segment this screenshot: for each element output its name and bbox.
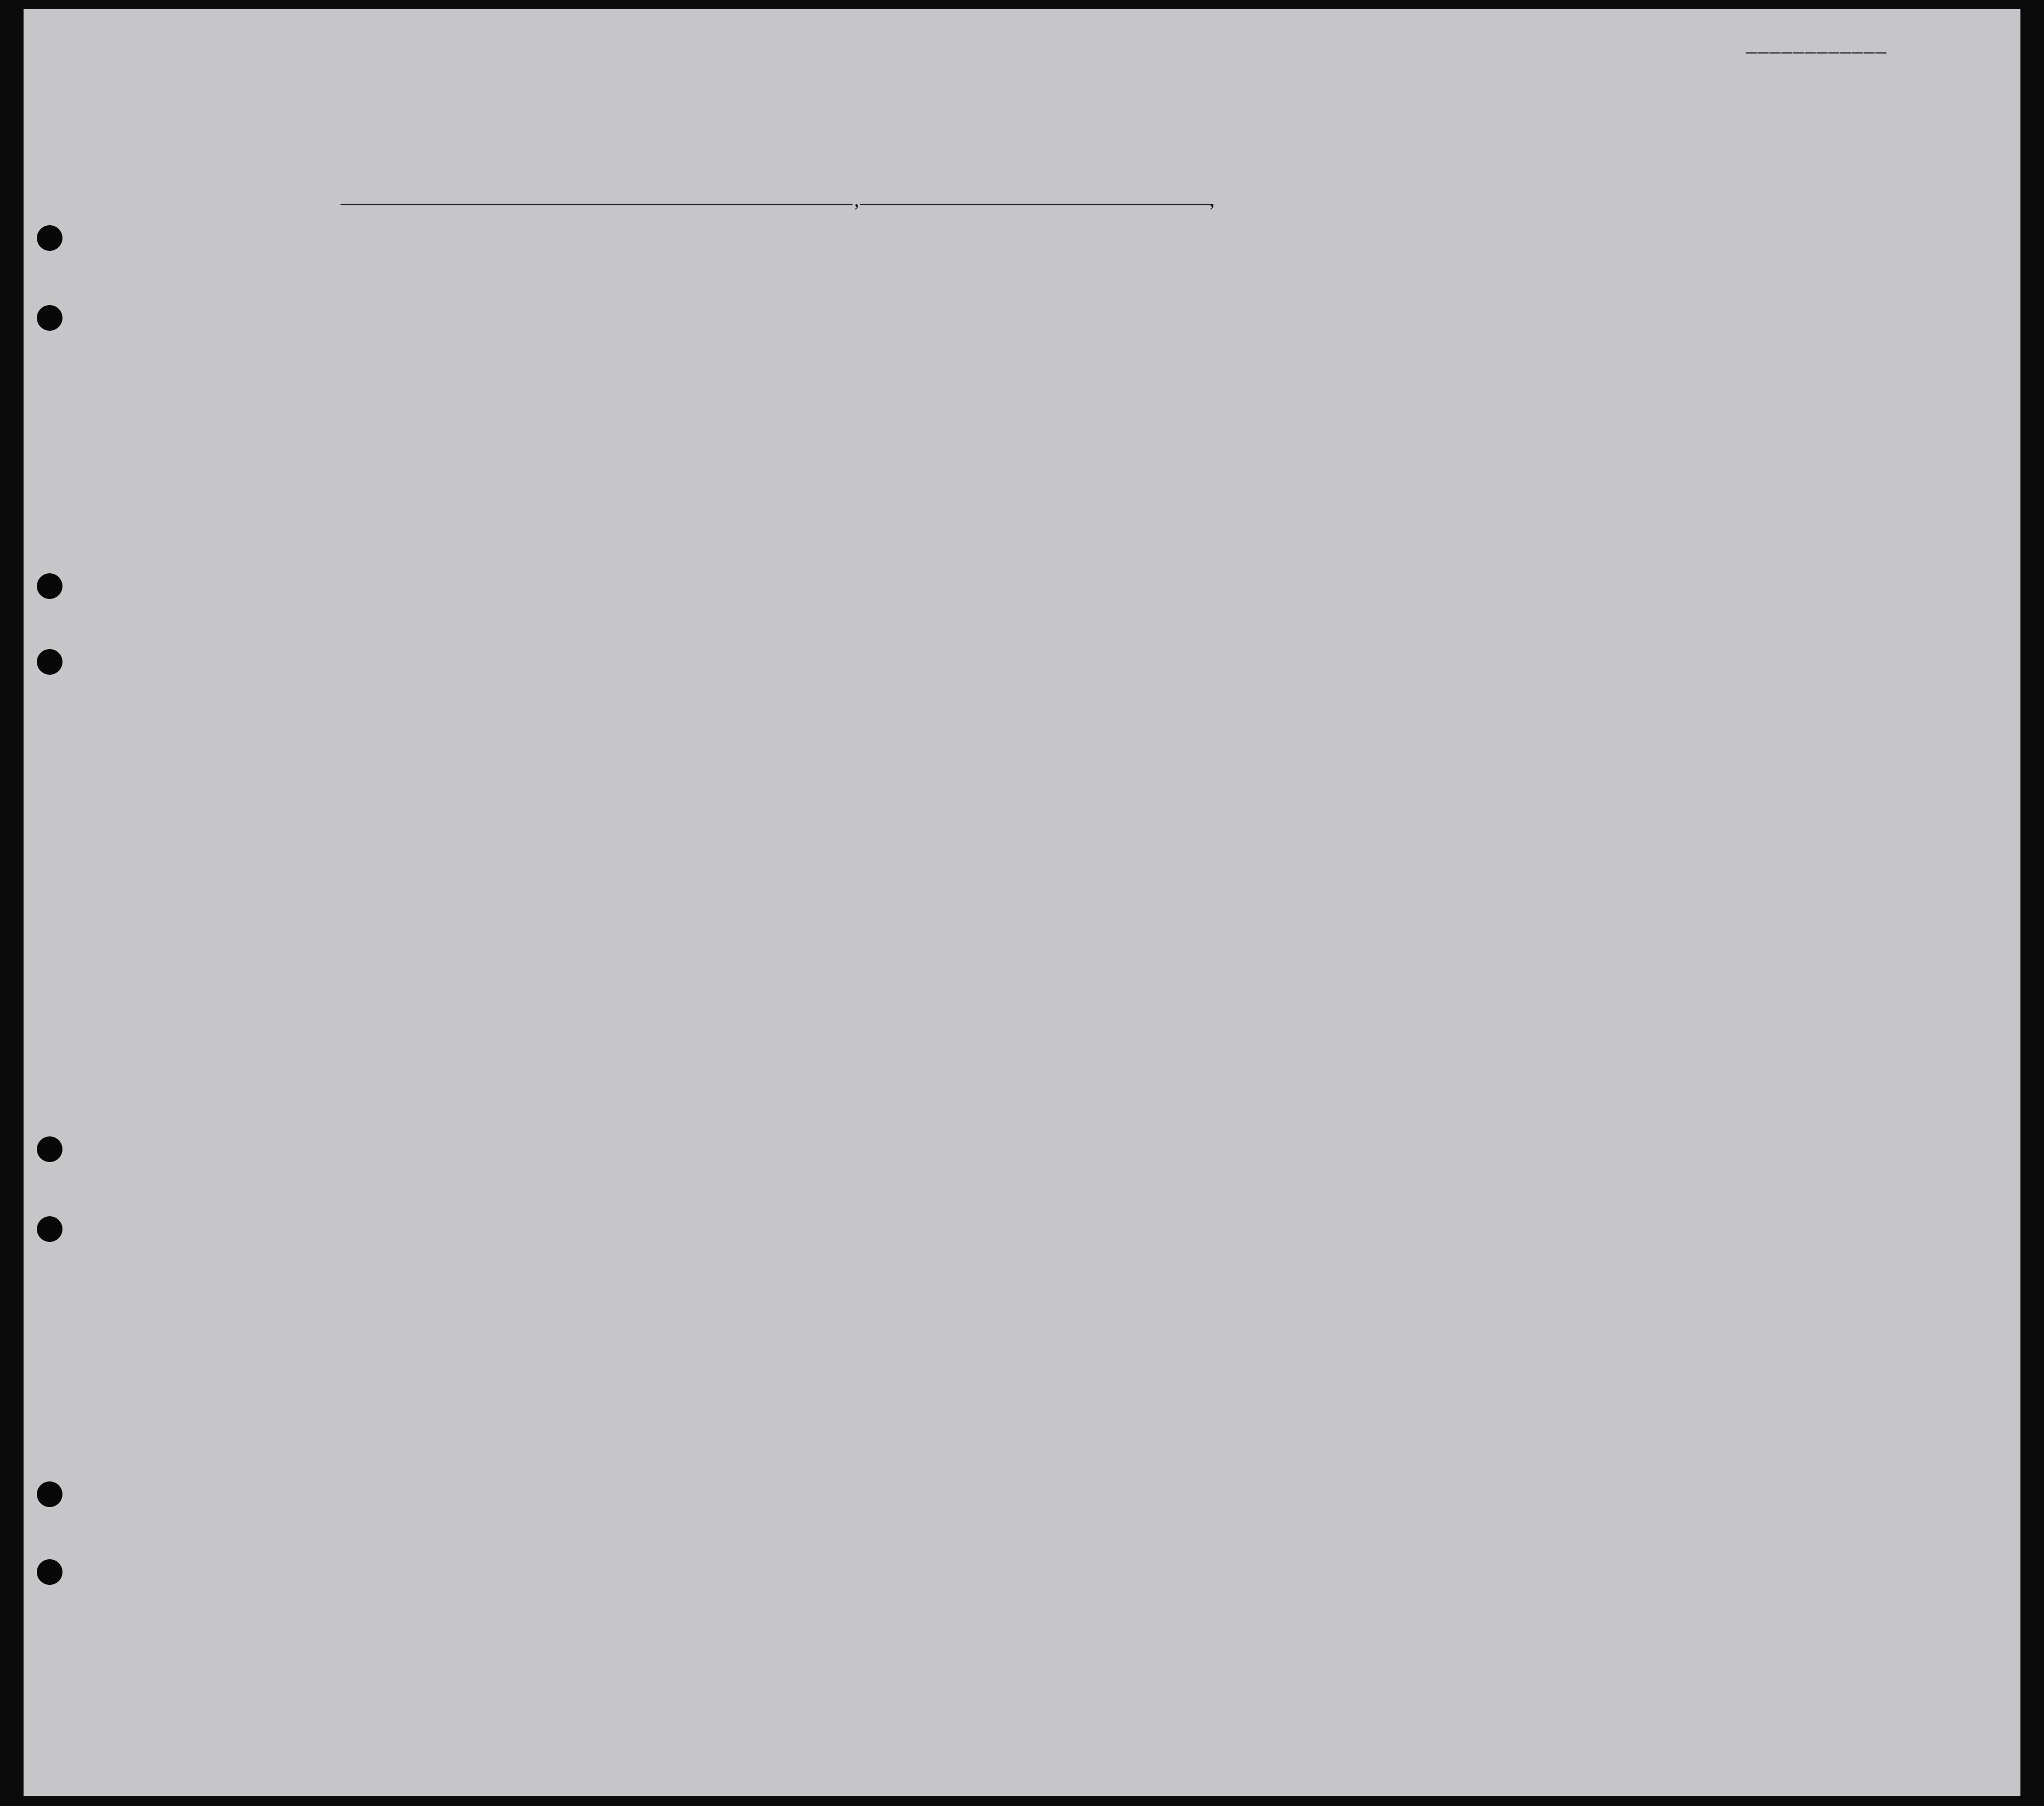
list-label: ____________	[1746, 32, 1887, 56]
header-q28	[1398, 279, 1449, 402]
header-length	[1198, 284, 1229, 402]
header-citizen	[1260, 284, 1290, 402]
header-labor	[1457, 279, 1493, 402]
header-return	[1152, 284, 1188, 402]
comma: ,	[1209, 188, 1215, 211]
comma: ,	[854, 188, 859, 211]
header-deported	[1505, 279, 1531, 402]
header-prison	[1316, 279, 1352, 402]
